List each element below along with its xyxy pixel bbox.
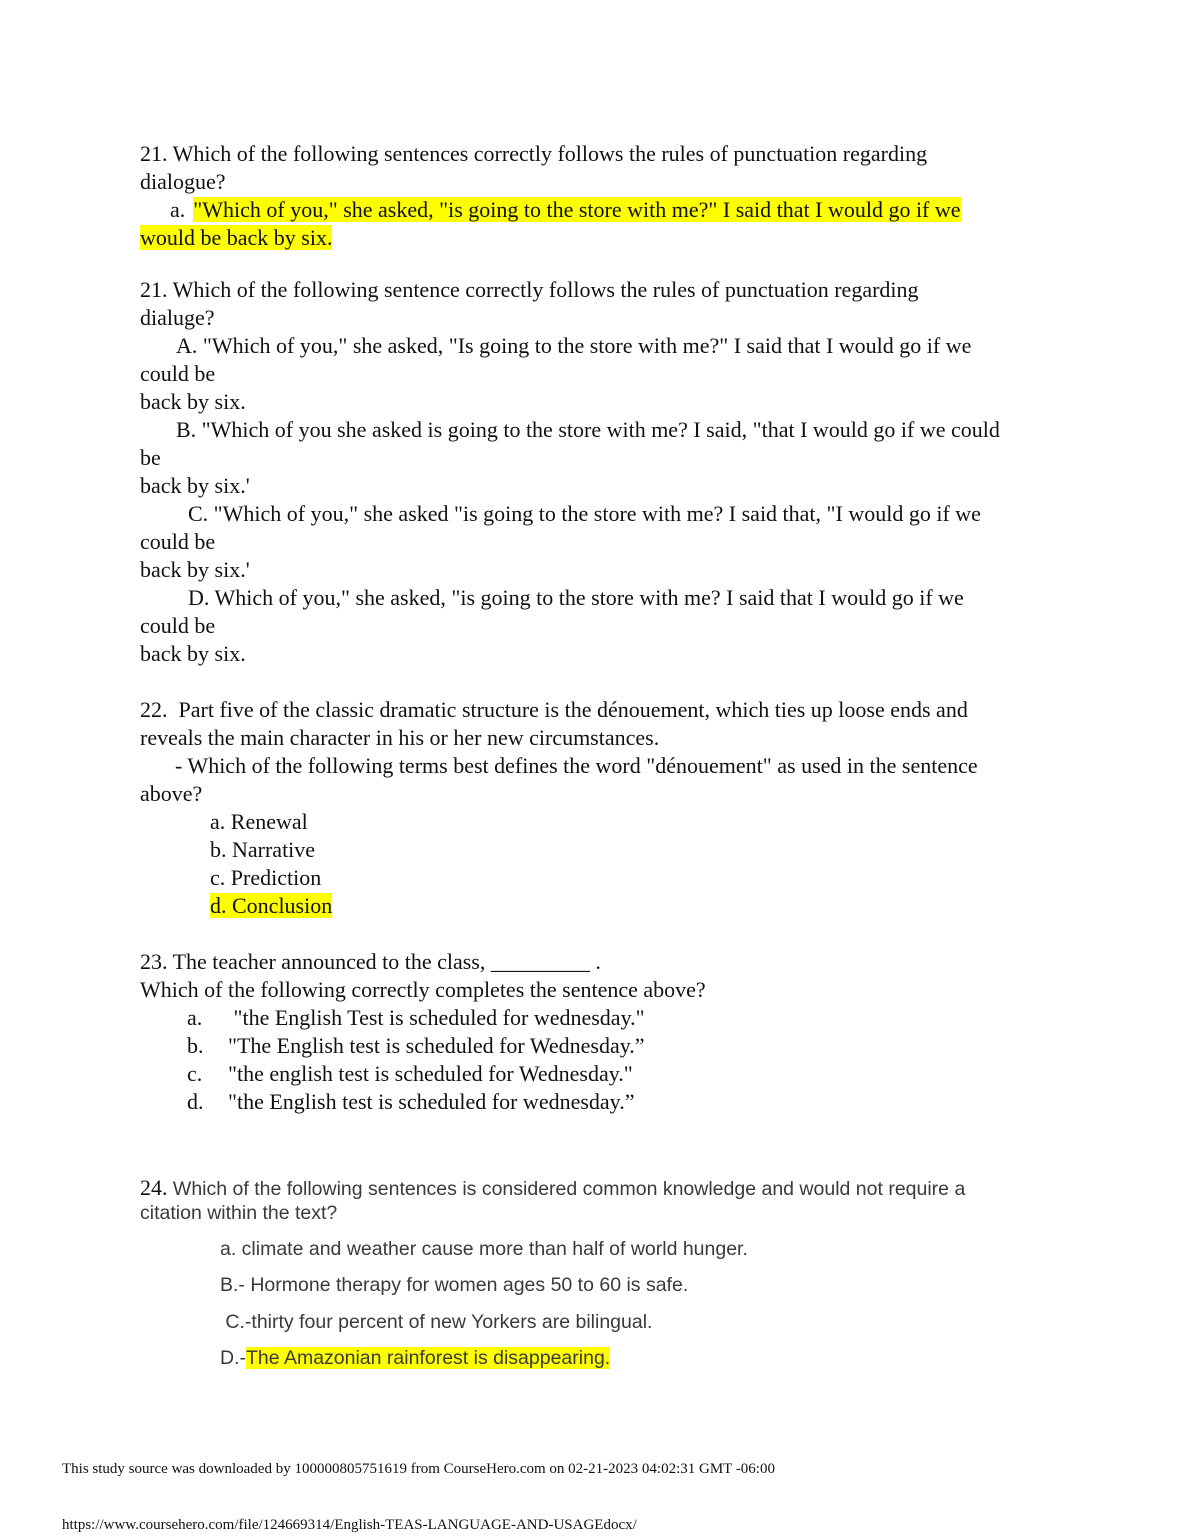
q23-option-b-text: "The English test is scheduled for Wednesday.” <box>228 1033 645 1058</box>
q24-stem-text-1: Which of the following sentences is considered common knowledge and would not require a <box>167 1178 966 1200</box>
q23-option-d-text: "the English test is scheduled for wednesday.” <box>228 1089 635 1114</box>
q24-option-d-text: The Amazonian rainforest is disappearing. <box>246 1347 611 1369</box>
q23-option-a-text: "the English Test is scheduled for wednesday." <box>228 1005 645 1030</box>
q24-option-d <box>220 1345 610 1371</box>
q21b-option-a-line-1: A. "Which of you," she asked, "Is going to the store with me?" I said that I would go if we <box>176 333 972 358</box>
q21b-option-a-line-2: could be <box>140 361 216 386</box>
q24-option-d-prefix: D.- <box>220 1347 246 1369</box>
q21b-option-c-line-2: could be <box>140 529 216 554</box>
q22-option-c: c. Prediction <box>210 865 322 890</box>
q21a-answer-text-1: "Which of you," she asked, "is going to the store with me?" I said that I would go if we <box>193 197 961 222</box>
q21b-option-b-line-1: B. "Which of you she asked is going to the store with me? I said, "that I would go if we could <box>176 417 1000 442</box>
q21a-answer-text-2: would be back by six. <box>140 225 333 250</box>
q23-stem-line-1: 23. The teacher announced to the class, _________ . <box>140 949 601 974</box>
q24-stem-line-1 <box>140 1174 965 1202</box>
q22-stem-line-1: 22. Part five of the classic dramatic structure is the dénouement, which ties up loose ends and <box>140 697 968 722</box>
q21a-answer-marker: a. <box>170 197 186 222</box>
q23-option-a-letter: a. <box>187 1005 203 1030</box>
footer-url[interactable]: https://www.coursehero.com/file/124669314/English-TEAS-LANGUAGE-AND-USAGEdocx/ <box>62 1517 637 1533</box>
q21a-stem-line-2: dialogue? <box>140 169 226 194</box>
q23-option-b-letter: b. <box>187 1033 204 1058</box>
q22-option-d <box>210 892 332 920</box>
q21b-option-c-line-3: back by six.' <box>140 557 250 582</box>
q22-sub-line-1: - Which of the following terms best defines the word "dénouement" as used in the sentence <box>175 753 978 778</box>
q21b-option-d-line-1: D. Which of you," she asked, "is going to the store with me? I said that I would go if we <box>188 585 964 610</box>
q21a-stem-line-1: 21. Which of the following sentences correctly follows the rules of punctuation regarding <box>140 141 928 166</box>
q21a-answer-line-1 <box>140 196 961 224</box>
q22-stem-line-2: reveals the main character in his or her new circumstances. <box>140 725 660 750</box>
q23-stem-line-2: Which of the following correctly completes the sentence above? <box>140 977 706 1002</box>
q23-option-c-letter: c. <box>187 1061 203 1086</box>
q22-sub-line-2: above? <box>140 781 203 806</box>
q24-number: 24. <box>140 1175 168 1200</box>
q21b-option-b-line-2: be <box>140 445 161 470</box>
q21b-option-c-line-1: C. "Which of you," she asked "is going to the store with me? I said that, "I would go if we <box>188 501 981 526</box>
q24-option-a: a. climate and weather cause more than half of world hunger. <box>220 1238 748 1260</box>
q21b-stem-line-2: dialuge? <box>140 305 215 330</box>
q22-option-d-text: d. Conclusion <box>210 893 333 918</box>
q21b-option-d-line-3: back by six. <box>140 641 246 666</box>
q24-stem-line-2: citation within the text? <box>140 1202 338 1224</box>
footer-source-line: This study source was downloaded by 100000805751619 from CourseHero.com on 02-21-2023 04:02:31 GMT -06:00 <box>62 1461 775 1477</box>
q21b-option-a-line-3: back by six. <box>140 389 246 414</box>
q24-option-c: C.-thirty four percent of new Yorkers are bilingual. <box>220 1311 653 1333</box>
q23-option-d-letter: d. <box>187 1089 204 1114</box>
q21b-option-b-line-3: back by six.' <box>140 473 250 498</box>
q23-option-c-text: "the english test is scheduled for Wednesday." <box>228 1061 633 1086</box>
q21b-stem-line-1: 21. Which of the following sentence correctly follows the rules of punctuation regarding <box>140 277 919 302</box>
q22-option-a: a. Renewal <box>210 809 308 834</box>
q21a-answer-line-2 <box>140 224 332 252</box>
q21b-option-d-line-2: could be <box>140 613 216 638</box>
q22-option-b: b. Narrative <box>210 837 316 862</box>
q24-option-b: B.- Hormone therapy for women ages 50 to 60 is safe. <box>220 1274 689 1296</box>
